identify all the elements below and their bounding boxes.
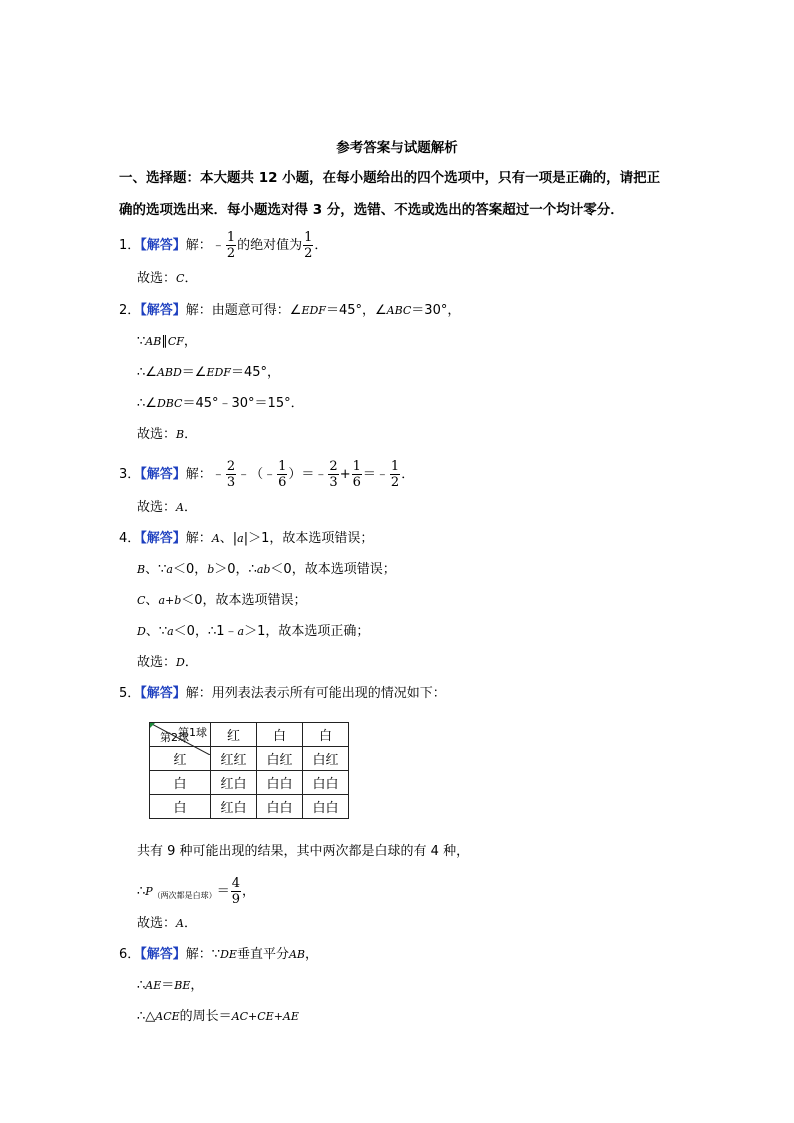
q5-choice: 故选：A． [137,916,197,931]
table-header-cell: 红 [211,723,257,747]
section-heading-line2: 确的选项选出来．每小题选对得 3 分，选错、不选或选出的答案超过一个均计零分． [119,202,624,218]
q1-choice: 故选：C． [137,271,198,286]
q3-choice: 故选：A． [137,500,197,515]
q6-solution: 6．【解答】解：∵DE垂直平分AB， [119,947,318,962]
q5-summary: 共有 9 种可能出现的结果，其中两次都是白球的有 4 种， [137,844,470,859]
q4-option-d: D、∵a＜0，∴1﹣a＞1，故本选项正确； [137,624,370,639]
fraction: $\frac{2}{3}$ [226,459,236,490]
fraction: $\frac{1}{6}$ [278,459,287,490]
q4-solution: 4．【解答】解：A、|a|＞1，故本选项错误； [119,531,374,546]
q1-solution: 1．【解答】解：﹣ $\frac{1}{2}$ 的绝对值为 $\frac{1}{2}$ ． [119,230,328,261]
q3-answer-tag: 【解答】 [140,467,186,482]
q2-answer-tag: 【解答】 [140,303,186,318]
table-row: 白 红白 白白 白白 [150,795,349,819]
q2-choice: 故选：B． [137,427,198,442]
q6-answer-tag: 【解答】 [140,947,186,962]
table-row: 白 红白 白白 白白 [150,771,349,795]
q1-number: 1． [119,238,141,253]
section-heading-line1: 一、选择题：本大题共 12 小题，在每小题给出的四个选项中，只有一项是正确的，请把正 [119,170,661,186]
fraction: $\frac{1}{2}$ [226,230,236,261]
q4-answer-tag: 【解答】 [140,531,186,546]
q6-step: ∴AE＝BE， [137,978,204,993]
q5-probability: $\therefore P_{(两次都是白球)}=$ $\frac{4}{9}$ ， [137,876,255,907]
q4-choice: 故选：D． [137,655,198,670]
q4-option-c: C、a+b＜0，故本选项错误； [137,593,307,608]
fraction: $\frac{2}{3}$ [329,459,338,490]
table-row: 红 红红 白红 白红 [150,747,349,771]
q2-step: ∴∠ABD＝∠EDF＝45°， [137,365,280,380]
q5-answer-tag: 【解答】 [140,686,186,701]
fraction: $\frac{1}{6}$ [352,459,361,490]
table-corner-cell: 第1球 第2球 [150,723,211,747]
fraction: $\frac{4}{9}$ [231,876,240,907]
q5-solution: 5．【解答】解：用列表法表示所有可能出现的情况如下： [119,686,446,701]
q2-solution: 2．【解答】解：由题意可得：∠EDF＝45°，∠ABC＝30°， [119,303,461,318]
q2-step: ∵AB∥CF， [137,334,197,349]
q3-solution: 3．【解答】解：﹣ $\frac{2}{3}$ ﹣（﹣ $\frac{1}{6}$ ）＝﹣ $\frac{2}{3}$ + $\frac{1}{6}$ ＝﹣ $\frac{1}{2}$ ． [119,459,415,490]
q4-option-b: B、∵a＜0，b＞0，∴ab＜0，故本选项错误； [137,562,396,577]
q2-step: ∴∠DBC＝45°﹣30°＝15°． [137,396,304,411]
table-header-cell: 白 [303,723,349,747]
table-header-cell: 白 [257,723,303,747]
q1-answer-tag: 【解答】 [140,238,186,253]
outcome-table [149,722,349,819]
fraction: $\frac{1}{2}$ [390,459,400,490]
page-title: 参考答案与试题解析 [336,140,458,156]
fraction: $\frac{1}{2}$ [304,230,313,261]
q6-step: ∴△ACE的周长＝AC+CE+AE [137,1009,299,1024]
